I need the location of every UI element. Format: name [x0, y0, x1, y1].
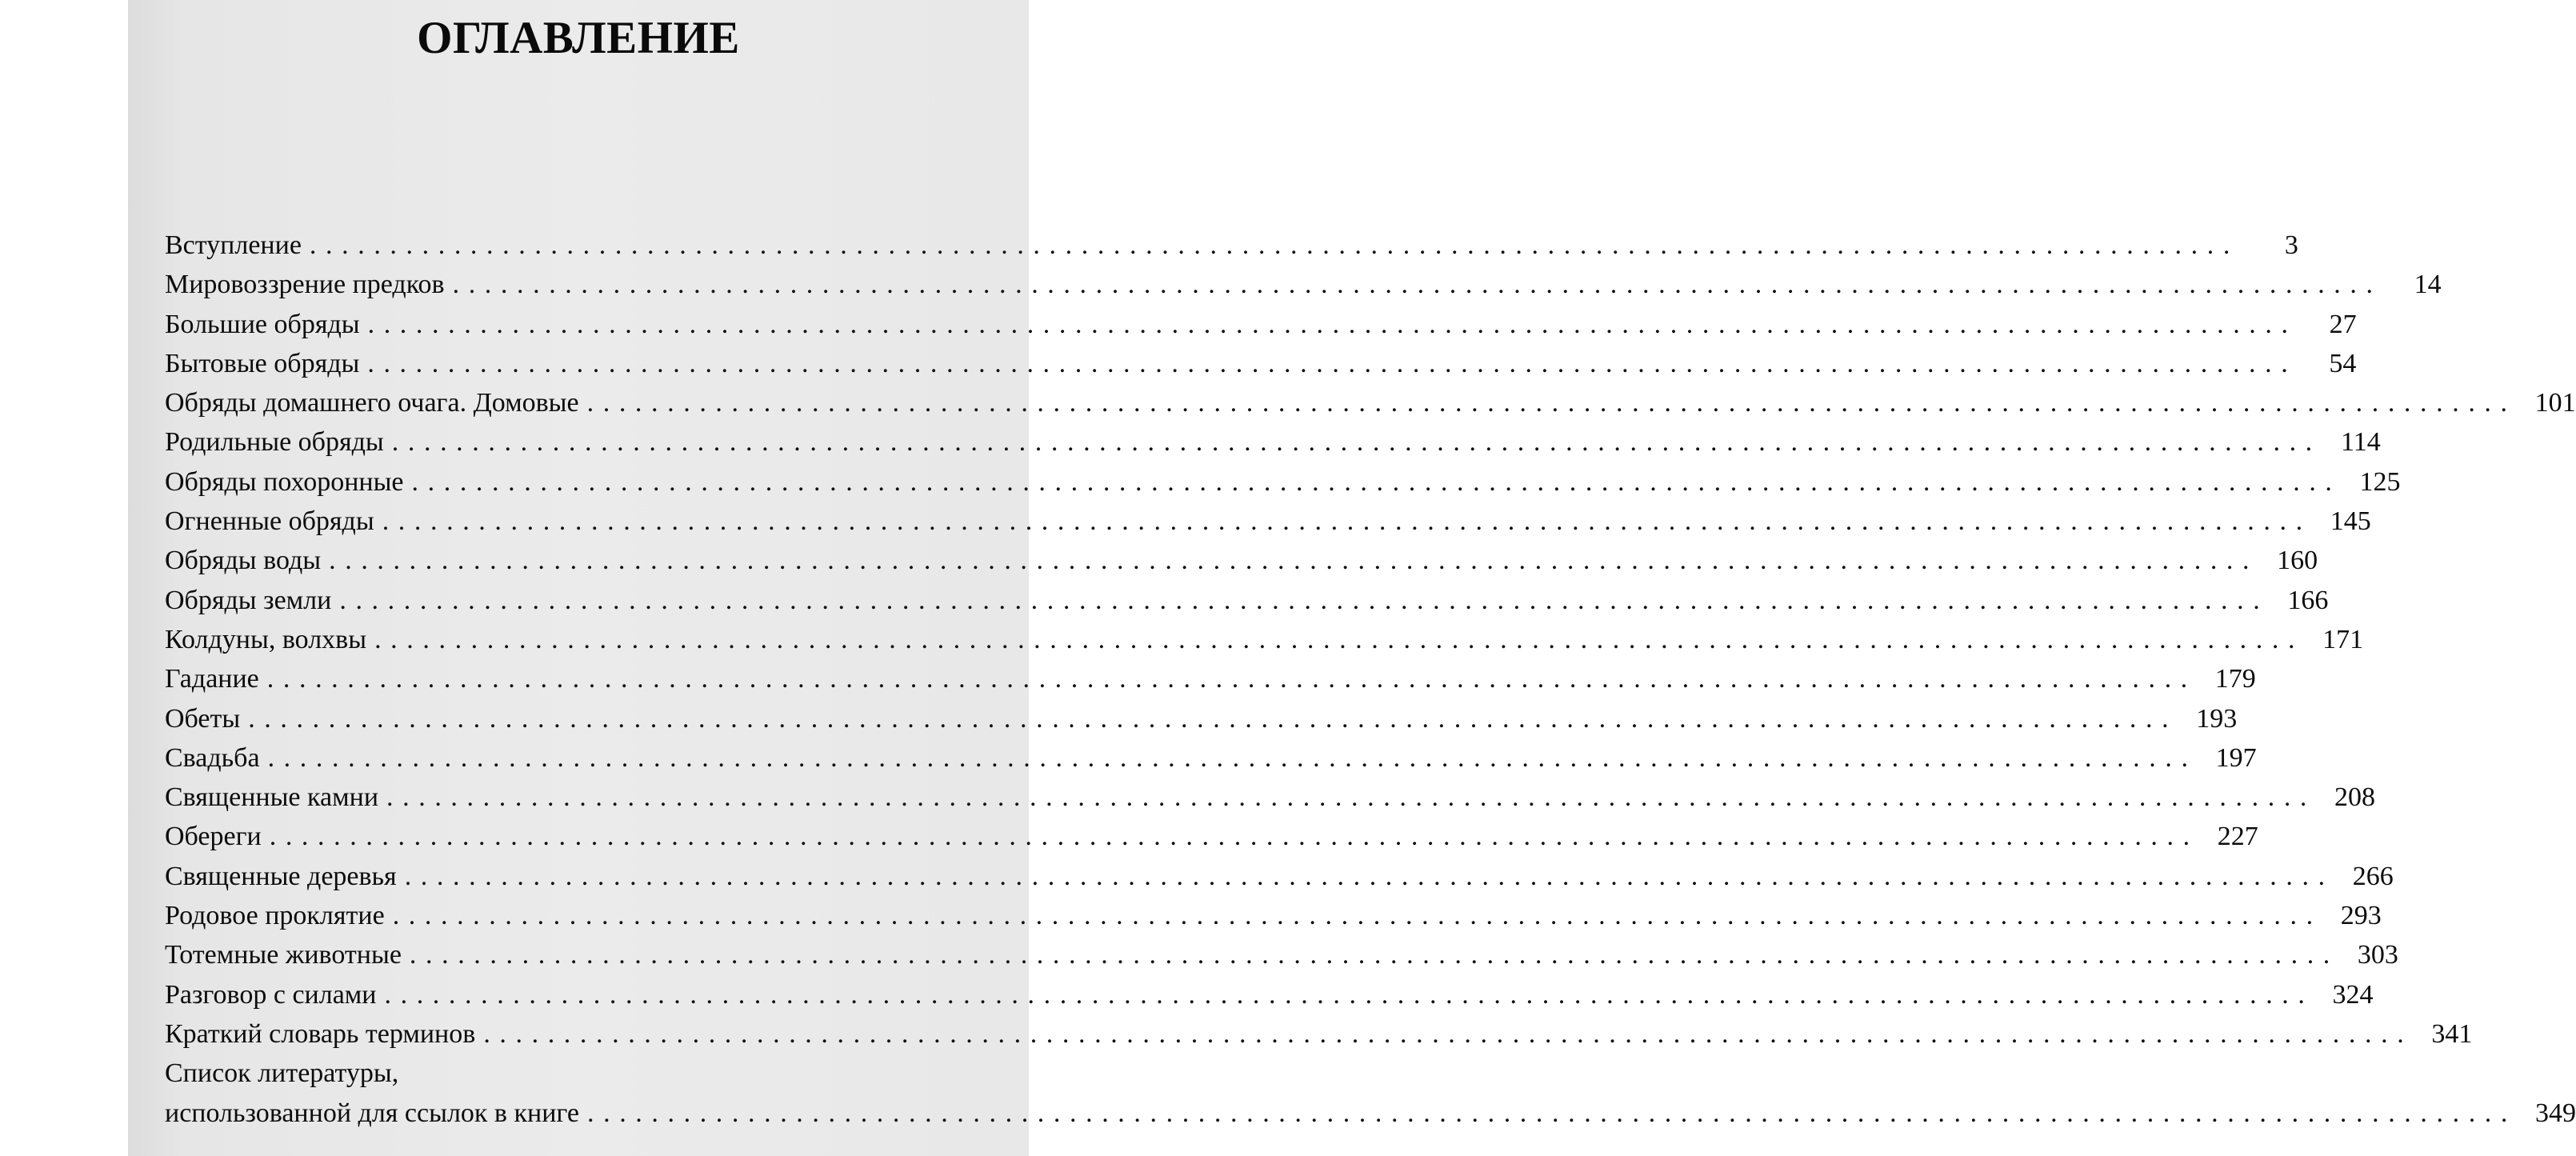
dot-leader: ........................................................................................................................ [409, 940, 2339, 970]
dot-leader: ........................................................................................................................ [452, 270, 2382, 300]
toc-entry-page: 14 [2414, 270, 2442, 300]
toc-entry-label: Свадьба [165, 742, 260, 773]
toc-entry [165, 1094, 2576, 1133]
toc-entry [165, 620, 2364, 659]
toc-entry [165, 975, 2374, 1014]
toc-entry [165, 502, 2371, 541]
toc-entry-line1 [165, 1054, 957, 1093]
toc-entry-label: Обряды земли [165, 585, 332, 615]
toc-entry-label: Обряды воды [165, 546, 322, 576]
toc-entry-page: 54 [2329, 348, 2357, 378]
toc-entry [165, 462, 2401, 502]
toc-entry-label: Обереги [165, 822, 262, 852]
dot-leader: ........................................................................................................................ [384, 979, 2314, 1010]
dot-leader: ........................................................................................................................ [309, 230, 2239, 260]
toc-entry-page: 145 [2330, 506, 2371, 537]
dot-leader: ........................................................................................................................ [329, 546, 2259, 576]
toc-entry-page: 114 [2341, 427, 2381, 458]
toc-entry [165, 581, 2329, 620]
toc-entry [165, 738, 2257, 778]
page-title: ОГЛАВЛЕНИЕ [417, 13, 740, 63]
dot-leader: ........................................................................................................................ [339, 585, 2270, 615]
toc-entry-page: 160 [2277, 546, 2318, 576]
dot-leader: ........................................................................................................................ [267, 742, 2198, 773]
toc-entry [165, 699, 2238, 738]
toc-entry-page: 303 [2357, 940, 2398, 970]
toc-entry-label: Обряды домашнего очага. Домовые [165, 388, 579, 418]
toc-entry-label: Список литературы, [165, 1058, 399, 1089]
toc-entry [165, 935, 2398, 974]
toc-entry-label: Вступление [165, 230, 302, 260]
toc-entry-page: 166 [2287, 585, 2329, 615]
toc-entry [165, 305, 2357, 344]
toc-entry-label: Огненные обряды [165, 506, 374, 537]
toc-entry [165, 1014, 2473, 1054]
dot-leader: ........................................................................................................................ [269, 822, 2199, 852]
dot-leader: ........................................................................................................................ [391, 427, 2322, 458]
toc-entry-page: 341 [2431, 1018, 2473, 1049]
toc-entry-label: Родильные обряды [165, 427, 384, 458]
dot-leader: ........................................................................................................................ [367, 348, 2298, 378]
toc-entry-page: 193 [2196, 703, 2238, 734]
toc-entry-label: Обряды похоронные [165, 466, 404, 497]
toc-entry-page: 293 [2340, 901, 2382, 931]
toc-entry-label: использованной для ссылок в книге [165, 1098, 579, 1128]
dot-leader: ........................................................................................................................ [587, 1098, 2517, 1128]
table-of-contents [165, 226, 2576, 1133]
toc-entry-page: 101 [2534, 388, 2576, 418]
toc-entry-label: Священные деревья [165, 861, 397, 891]
toc-entry [165, 857, 2394, 896]
toc-entry [165, 226, 2298, 265]
toc-entry-label: Обеты [165, 703, 241, 734]
toc-entry-page: 349 [2535, 1098, 2576, 1128]
toc-entry [165, 817, 2258, 856]
toc-entry-page: 171 [2322, 624, 2364, 654]
dot-leader: ........................................................................................................................ [483, 1018, 2414, 1049]
dot-leader: ........................................................................................................................ [367, 309, 2298, 339]
toc-entry-page: 324 [2332, 979, 2374, 1010]
toc-entry-label: Разговор с силами [165, 979, 377, 1010]
dot-leader: ........................................................................................................................ [248, 703, 2178, 734]
toc-entry [165, 778, 2376, 817]
book-page [128, 0, 2576, 1156]
toc-entry-page: 3 [2284, 230, 2298, 260]
toc-entry-label: Священные камни [165, 782, 379, 813]
dot-leader: ........................................................................................................................ [404, 861, 2334, 891]
toc-entry [165, 422, 2381, 462]
toc-entry-page: 197 [2215, 742, 2257, 773]
toc-entry-page: 266 [2352, 861, 2394, 891]
dot-leader: ........................................................................................................................ [586, 388, 2517, 418]
toc-entry [165, 383, 2576, 422]
toc-entry-label: Бытовые обряды [165, 348, 360, 378]
toc-entry-page: 208 [2334, 782, 2376, 813]
toc-entry-label: Родовое проклятие [165, 901, 385, 931]
toc-entry [165, 344, 2357, 383]
toc-entry-label: Тотемные животные [165, 940, 402, 970]
dot-leader: ........................................................................................................................ [386, 782, 2317, 813]
dot-leader: ........................................................................................................................ [411, 466, 2342, 497]
dot-leader: ........................................................................................................................ [382, 506, 2312, 537]
toc-entry-label: Краткий словарь терминов [165, 1018, 476, 1049]
toc-entry-label: Мировоззрение предков [165, 270, 445, 300]
dot-leader: ........................................................................................................................ [266, 664, 2197, 694]
toc-entry-label: Большие обряды [165, 309, 360, 339]
toc-entry-page: 179 [2214, 664, 2256, 694]
toc-entry-label: Колдуны, волхвы [165, 624, 367, 654]
dot-leader: ........................................................................................................................ [374, 624, 2305, 654]
toc-entry [165, 896, 2382, 935]
toc-entry-page: 125 [2359, 466, 2401, 497]
toc-entry-page: 227 [2217, 822, 2258, 852]
toc-entry-page: 27 [2329, 309, 2357, 339]
dot-leader: ........................................................................................................................ [392, 901, 2322, 931]
toc-entry-label: Гадание [165, 664, 259, 694]
toc-entry [165, 659, 2256, 698]
toc-entry [165, 265, 2442, 304]
toc-entry [165, 541, 2318, 580]
